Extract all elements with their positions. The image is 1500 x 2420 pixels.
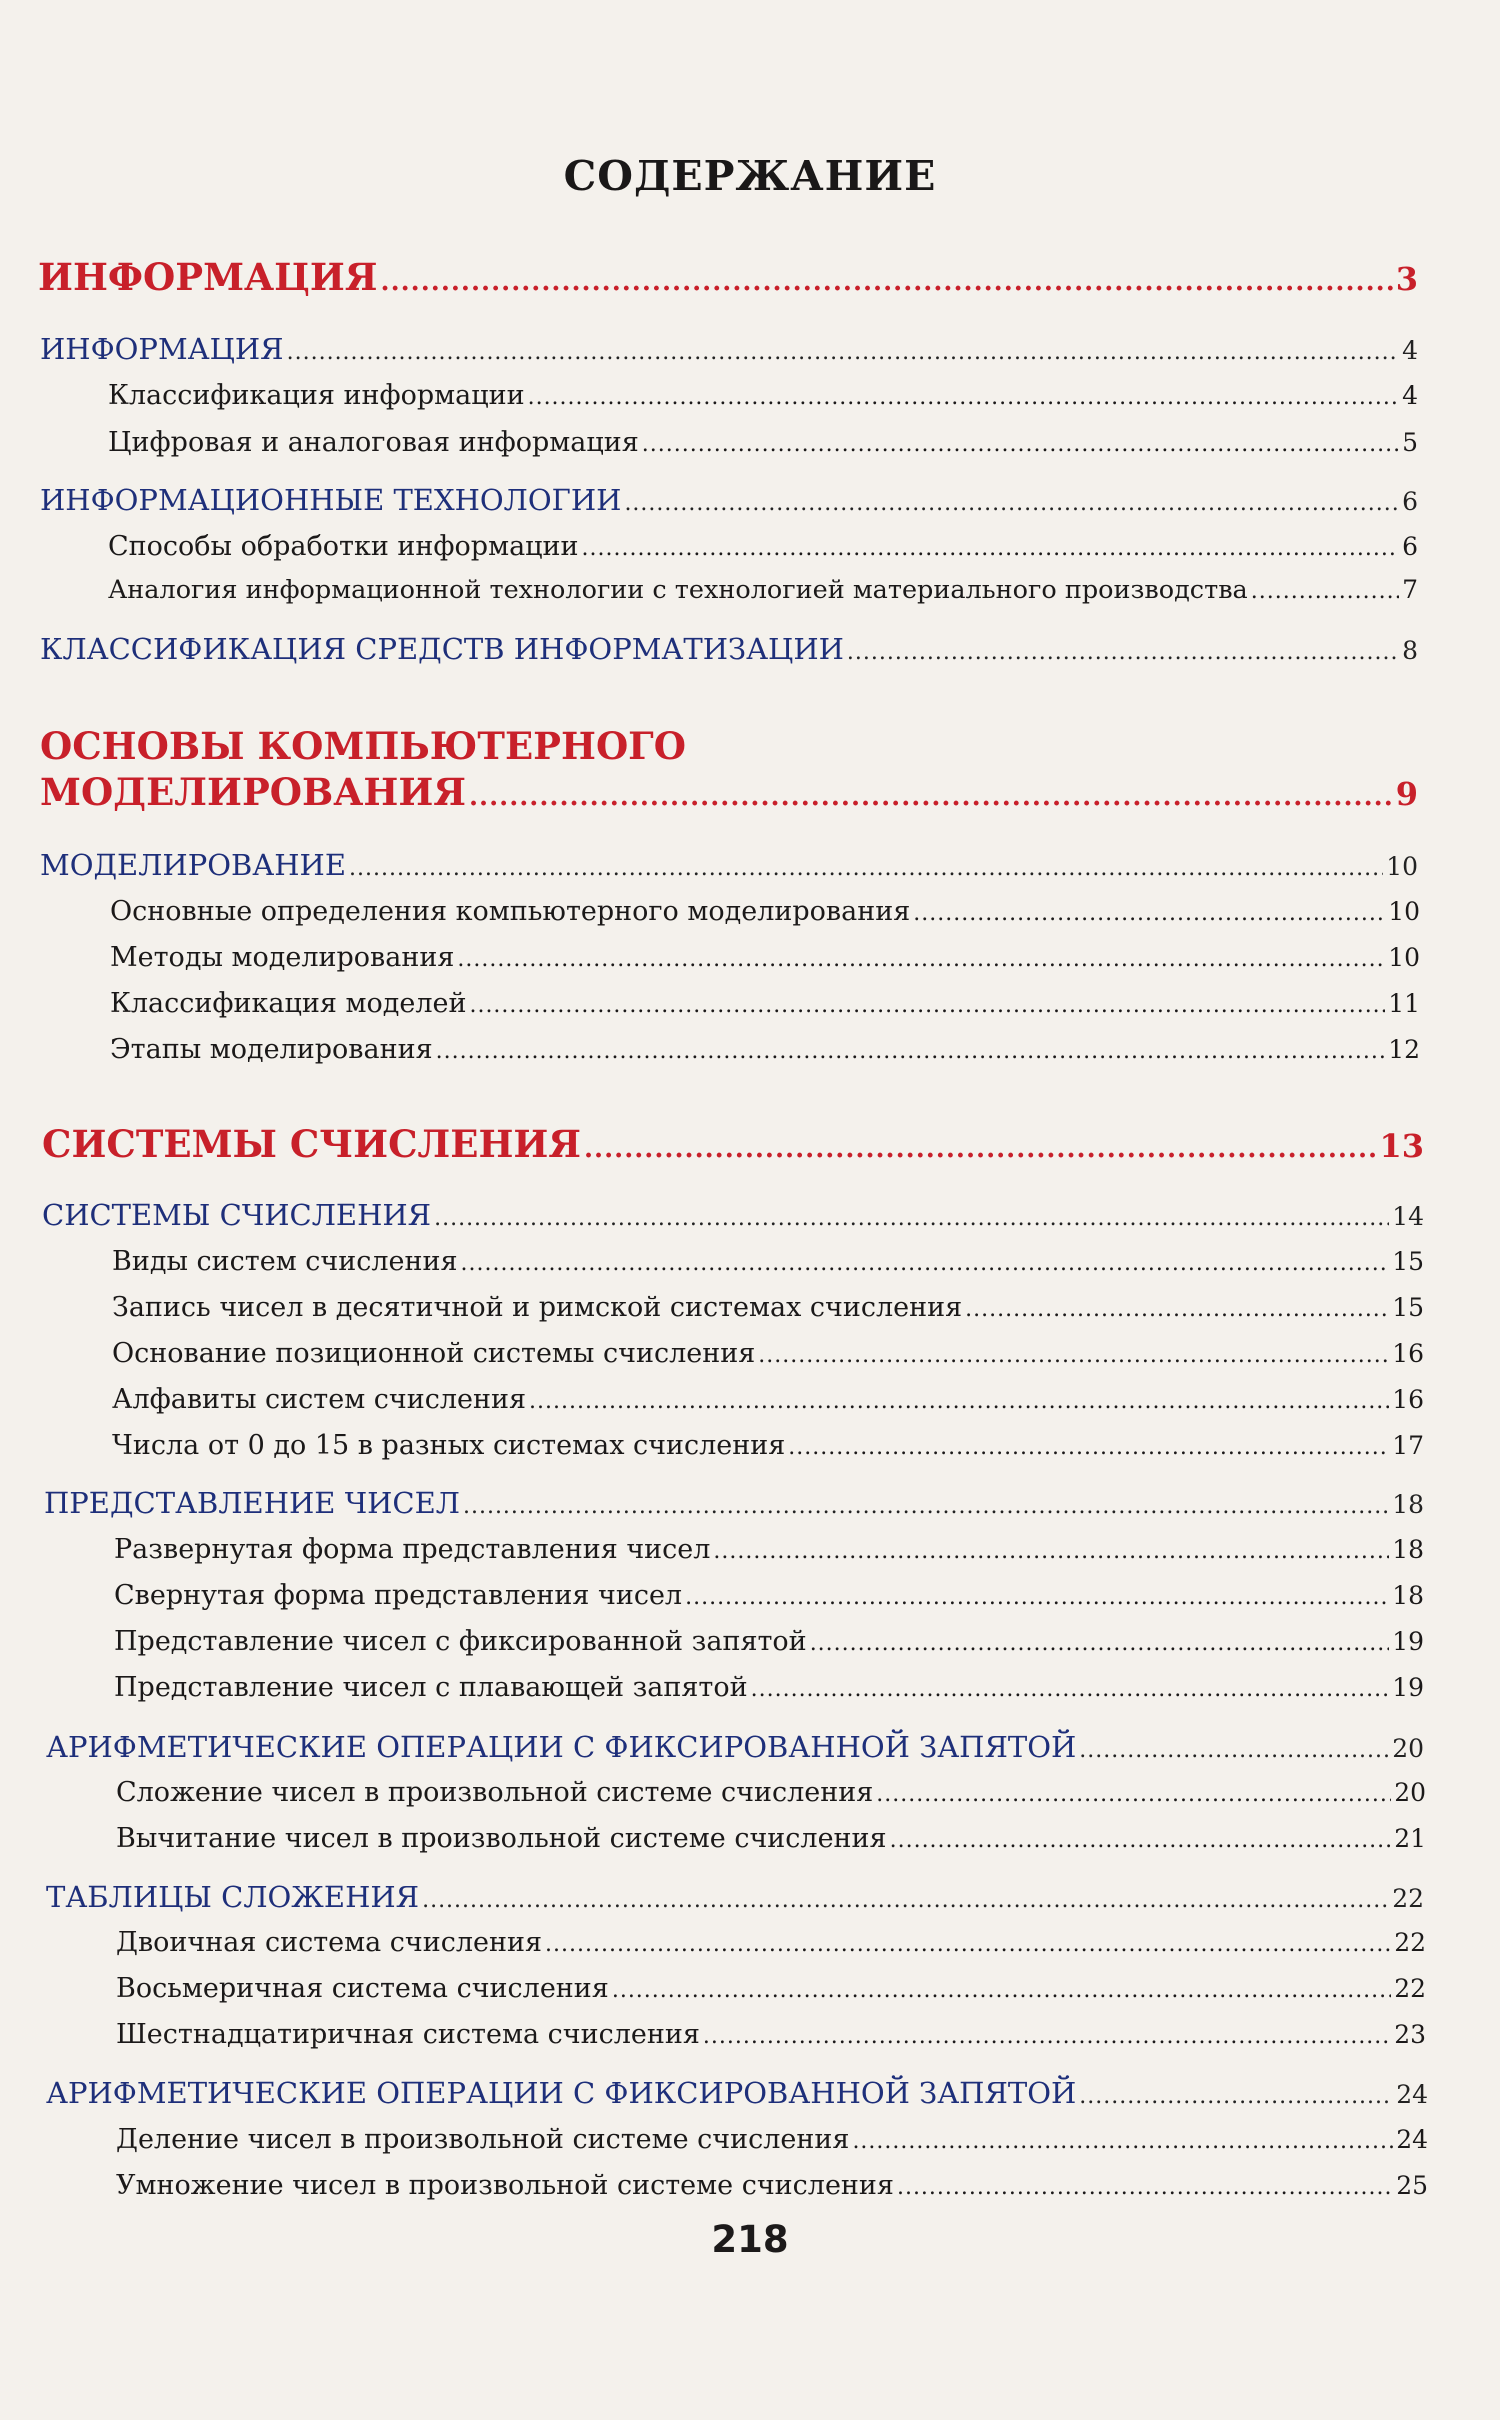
- toc-entry-title: Аналогия информационной технологии с технологией материального производства: [108, 575, 1248, 605]
- toc-entry-page: 10: [1388, 943, 1420, 972]
- toc-entry-page: 19: [1392, 1627, 1424, 1656]
- toc-item: [108, 531, 1418, 562]
- toc-section: [40, 632, 1418, 666]
- toc-entry-title: АРИФМЕТИЧЕСКИЕ ОПЕРАЦИИ С ФИКСИРОВАННОЙ ЗАПЯТОЙ: [46, 1730, 1077, 1764]
- leader-dots: [469, 782, 1393, 812]
- toc-item: [116, 1973, 1426, 2004]
- toc-entry-title: Классификация моделей: [110, 988, 467, 1019]
- toc-chapter-first-line: ОСНОВЫ КОМПЬЮТЕРНОГО: [40, 724, 686, 768]
- leader-dots: [584, 1134, 1376, 1164]
- leader-dots: [461, 1251, 1390, 1276]
- toc-entry-title: Классификация информации: [108, 380, 525, 411]
- toc-entry-title: Этапы моделирования: [110, 1034, 433, 1065]
- toc-entry-page: 9: [1395, 775, 1418, 813]
- leader-dots: [890, 1828, 1392, 1853]
- toc-entry-title: КЛАССИФИКАЦИЯ СРЕДСТВ ИНФОРМАТИЗАЦИИ: [40, 632, 844, 666]
- toc-entry-page: 6: [1402, 532, 1418, 561]
- toc-section: [46, 1880, 1424, 1914]
- toc-entry-page: 19: [1392, 1673, 1424, 1702]
- toc-entry-page: 16: [1392, 1385, 1424, 1414]
- toc-entry-title: Вычитание чисел в произвольной системе счисления: [116, 1823, 887, 1854]
- toc-item: [116, 1823, 1426, 1854]
- toc-item: [114, 1534, 1424, 1565]
- toc-entry-title: Двоичная система счисления: [116, 1927, 543, 1958]
- toc-item: [112, 1246, 1424, 1277]
- toc-entry-page: 5: [1402, 428, 1418, 457]
- toc-entry-title: Восьмеричная система счисления: [116, 1973, 609, 2004]
- toc-entry-title: АРИФМЕТИЧЕСКИЕ ОПЕРАЦИИ С ФИКСИРОВАННОЙ ЗАПЯТОЙ: [46, 2076, 1077, 2110]
- toc-entry-page: 14: [1392, 1202, 1424, 1231]
- leader-dots: [713, 1539, 1389, 1564]
- toc-entry-title: Деление чисел в произвольной системе счисления: [116, 2124, 850, 2155]
- leader-dots: [529, 1389, 1389, 1414]
- toc-entry-title: СИСТЕМЫ СЧИСЛЕНИЯ: [42, 1198, 432, 1232]
- leader-dots: [810, 1631, 1390, 1656]
- toc-section: [40, 848, 1418, 882]
- toc-entry-page: 22: [1394, 1974, 1426, 2003]
- toc-item: [110, 896, 1420, 927]
- toc-item: [116, 2170, 1428, 2201]
- toc-entry-title: Виды систем счисления: [112, 1246, 458, 1277]
- toc-section: [46, 2076, 1428, 2110]
- toc-chapter: [42, 1122, 1424, 1166]
- toc-entry-title: Основные определения компьютерного моделирования: [110, 896, 911, 927]
- toc-entry-title: ПРЕДСТАВЛЕНИЕ ЧИСЕЛ: [44, 1486, 460, 1520]
- toc-entry-page: 15: [1392, 1293, 1424, 1322]
- leader-dots: [965, 1297, 1389, 1322]
- toc-entry-title: Умножение чисел в произвольной системе счисления: [116, 2170, 894, 2201]
- toc-entry-page: 12: [1388, 1035, 1420, 1064]
- toc-entry-title: Сложение чисел в произвольной системе счисления: [116, 1777, 874, 1808]
- toc-section: [42, 1198, 1424, 1232]
- leader-dots: [381, 267, 1393, 297]
- leader-dots: [847, 640, 1399, 665]
- leader-dots: [1079, 1738, 1389, 1763]
- toc-entry-page: 22: [1394, 1928, 1426, 1957]
- toc-section: [40, 483, 1418, 517]
- leader-dots: [1079, 2084, 1393, 2109]
- toc-entry-page: 24: [1396, 2080, 1428, 2109]
- toc-chapter: [40, 770, 1418, 814]
- toc-entry-page: 4: [1402, 336, 1418, 365]
- toc-item: [112, 1430, 1424, 1461]
- toc-section: [46, 1730, 1424, 1764]
- leader-dots: [913, 901, 1385, 926]
- toc-entry-title: Алфавиты систем счисления: [112, 1384, 527, 1415]
- toc-section: [40, 332, 1418, 366]
- leader-dots: [422, 1888, 1389, 1913]
- toc-entry-page: 10: [1388, 897, 1420, 926]
- toc-entry-page: 18: [1392, 1535, 1424, 1564]
- leader-dots: [545, 1932, 1391, 1957]
- toc-entry-page: 16: [1392, 1339, 1424, 1368]
- leader-dots: [457, 947, 1385, 972]
- leader-dots: [876, 1782, 1391, 1807]
- toc-entry-page: 20: [1394, 1778, 1426, 1807]
- toc-entry-title: ИНФОРМАЦИЯ: [40, 332, 284, 366]
- leader-dots: [287, 340, 1399, 365]
- toc-item: [112, 1292, 1424, 1323]
- toc-item: [112, 1338, 1424, 1369]
- toc-entry-title: Представление чисел с плавающей запятой: [114, 1672, 748, 1703]
- leader-dots: [703, 2024, 1391, 2049]
- toc-entry-page: 8: [1402, 636, 1418, 665]
- toc-entry-page: 3: [1395, 260, 1418, 298]
- toc-entry-title: ИНФОРМАЦИЯ: [38, 255, 378, 299]
- toc-entry-title: МОДЕЛИРОВАНИЕ: [40, 848, 347, 882]
- toc-entry-title: Шестнадцатиричная система счисления: [116, 2019, 700, 2050]
- toc-item: [110, 1034, 1420, 1065]
- toc-entry-page: 18: [1392, 1581, 1424, 1610]
- leader-dots: [758, 1343, 1389, 1368]
- leader-dots: [612, 1978, 1391, 2003]
- toc-entry-title: Основание позиционной системы счисления: [112, 1338, 756, 1369]
- toc-entry-title: Запись чисел в десятичной и римской системах счисления: [112, 1292, 963, 1323]
- toc-entry-page: 24: [1396, 2125, 1428, 2154]
- toc-entry-page: 17: [1392, 1431, 1424, 1460]
- toc-entry-title: Числа от 0 до 15 в разных системах счисления: [112, 1430, 786, 1461]
- toc-item: [114, 1580, 1424, 1611]
- toc-entry-page: 11: [1388, 989, 1420, 1018]
- toc-entry-page: 25: [1396, 2171, 1428, 2200]
- toc-item: [116, 2124, 1428, 2155]
- toc-item: [112, 1384, 1424, 1415]
- toc-item: [110, 988, 1420, 1019]
- leader-dots: [436, 1039, 1386, 1064]
- toc-entry-title: Способы обработки информации: [108, 531, 579, 562]
- toc-entry-title: СИСТЕМЫ СЧИСЛЕНИЯ: [42, 1122, 581, 1166]
- toc-entry-page: 6: [1402, 487, 1418, 516]
- leader-dots: [434, 1206, 1389, 1231]
- toc-entry-page: 21: [1394, 1824, 1426, 1853]
- leader-dots: [788, 1435, 1389, 1460]
- leader-dots: [852, 2129, 1393, 2154]
- toc-entry-title: ИНФОРМАЦИОННЫЕ ТЕХНОЛОГИИ: [40, 483, 622, 517]
- leader-dots: [685, 1585, 1389, 1610]
- leader-dots: [528, 385, 1400, 410]
- leader-dots: [1251, 579, 1399, 604]
- toc-item: [108, 427, 1418, 458]
- leader-dots: [751, 1677, 1390, 1702]
- toc-entry-page: 20: [1392, 1734, 1424, 1763]
- toc-entry-page: 4: [1402, 381, 1418, 410]
- page-number: 218: [711, 2218, 789, 2261]
- toc-item: [108, 575, 1418, 605]
- toc-entry-page: 15: [1392, 1247, 1424, 1276]
- leader-dots: [463, 1494, 1389, 1519]
- toc-section: [44, 1486, 1424, 1520]
- toc-entry-page: 23: [1394, 2020, 1426, 2049]
- toc-entry-page: 10: [1386, 852, 1418, 881]
- toc-entry-page: 18: [1392, 1490, 1424, 1519]
- page-title: СОДЕРЖАНИЕ: [563, 152, 937, 200]
- toc-item: [114, 1626, 1424, 1657]
- toc-entry-page: 13: [1379, 1127, 1424, 1165]
- toc-item: [116, 1777, 1426, 1808]
- toc-item: [116, 1927, 1426, 1958]
- toc-entry-page: 22: [1392, 1884, 1424, 1913]
- toc-entry-title: Представление чисел с фиксированной запятой: [114, 1626, 807, 1657]
- toc-entry-title: Свернутая форма представления чисел: [114, 1580, 683, 1611]
- toc-entry-page: 7: [1402, 575, 1418, 604]
- toc-item: [114, 1672, 1424, 1703]
- leader-dots: [897, 2175, 1393, 2200]
- leader-dots: [349, 856, 1383, 881]
- toc-entry-title: Цифровая и аналоговая информация: [108, 427, 639, 458]
- toc-entry-title: Методы моделирования: [110, 942, 455, 973]
- leader-dots: [642, 432, 1399, 457]
- toc-entry-title: МОДЕЛИРОВАНИЯ: [40, 770, 466, 814]
- leader-dots: [582, 536, 1400, 561]
- toc-entry-title: Развернутая форма представления чисел: [114, 1534, 711, 1565]
- leader-dots: [624, 491, 1399, 516]
- toc-item: [110, 942, 1420, 973]
- toc-item: [116, 2019, 1426, 2050]
- leader-dots: [469, 993, 1385, 1018]
- toc-entry-title: ТАБЛИЦЫ СЛОЖЕНИЯ: [46, 1880, 420, 1914]
- toc-item: [108, 380, 1418, 411]
- toc-chapter: [38, 255, 1418, 299]
